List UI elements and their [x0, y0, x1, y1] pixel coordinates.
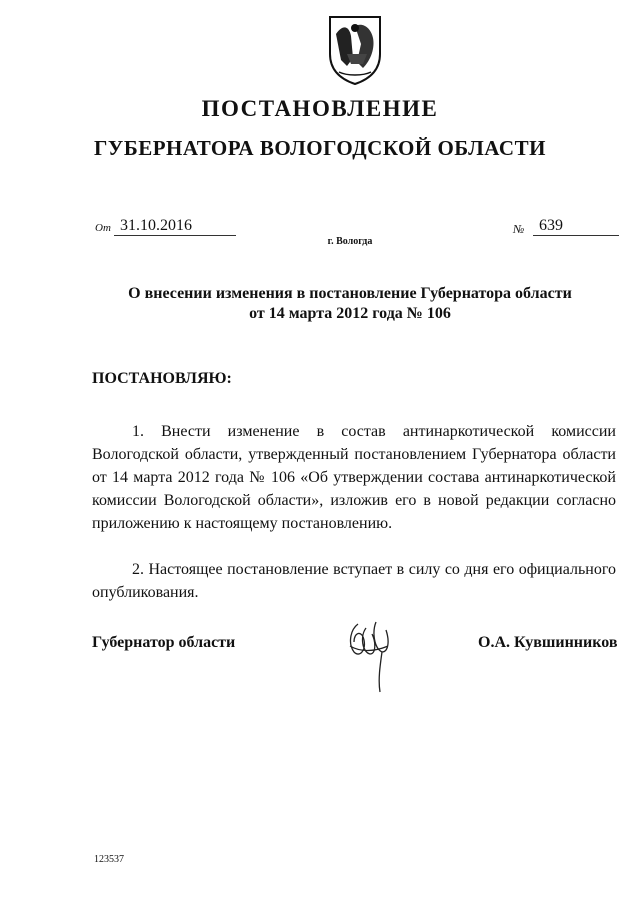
- document-date: 31.10.2016: [114, 217, 236, 236]
- paragraph-1-text: 1. Внести изменение в состав антинаркотической комиссии Вологодской области, утвержденный постановлением Губернатора области от 14 марта 2012 года № 106 «Об утверждении состава антинаркотической комиссии Вологодской области», изложив его в новой редакции согласно приложению к настоящему постановлению.: [92, 423, 616, 532]
- resolve-heading: ПОСТАНОВЛЯЮ:: [92, 370, 232, 387]
- paragraph-1: [92, 420, 616, 535]
- city-label: г. Вологда: [327, 236, 373, 247]
- number-prefix: №: [513, 222, 525, 236]
- signatory-name: О.А. Кувшинников: [478, 634, 618, 651]
- document-number: 639: [533, 217, 619, 236]
- document-subject: [0, 284, 640, 324]
- paragraph-2-text: 2. Настоящее постановление вступает в силу со дня его официального опубликования.: [92, 561, 616, 601]
- subject-line-2: от 14 марта 2012 года № 106: [249, 305, 451, 322]
- issuing-authority: ГУБЕРНАТОРА ВОЛОГОДСКОЙ ОБЛАСТИ: [94, 136, 546, 160]
- footer-code: 123537: [94, 854, 124, 865]
- coat-of-arms-emblem: [327, 14, 383, 86]
- handwritten-signature: [340, 612, 400, 696]
- paragraph-2: [92, 558, 616, 604]
- subject-line-1: О внесении изменения в постановление Губернатора области: [128, 285, 572, 302]
- date-prefix: От: [95, 222, 111, 234]
- signatory-title: Губернатор области: [92, 634, 236, 651]
- document-title: ПОСТАНОВЛЕНИЕ: [201, 96, 439, 121]
